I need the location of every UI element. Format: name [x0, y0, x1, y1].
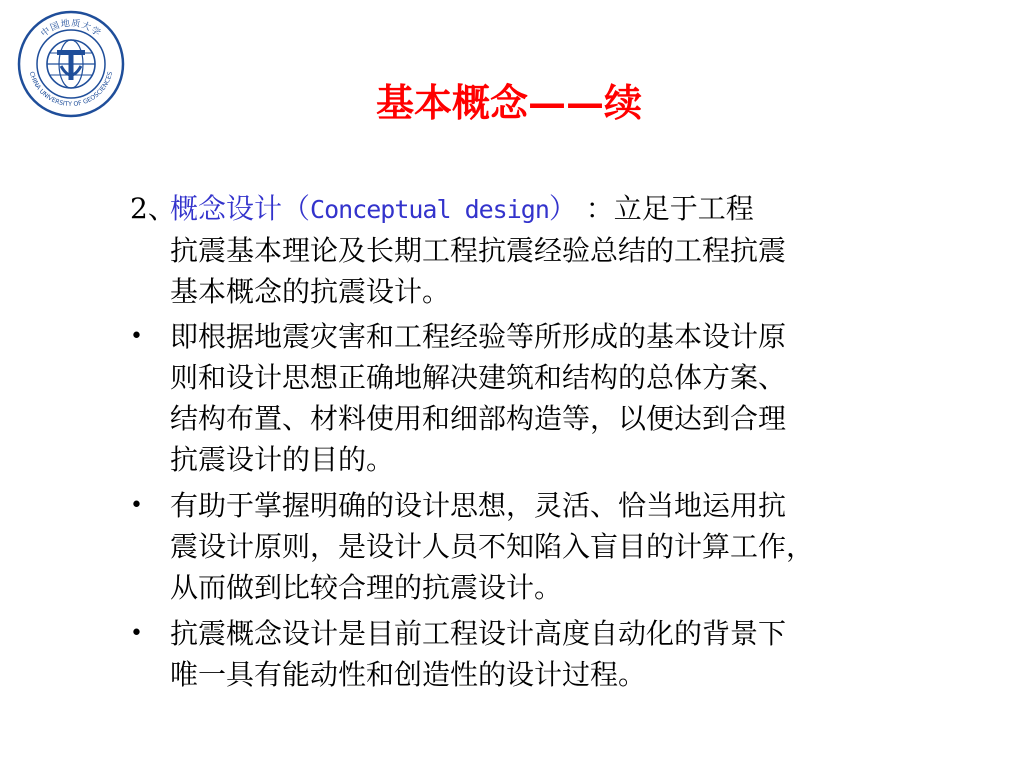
bullet-line: 则和设计思想正确地解决建筑和结构的总体方案、 [170, 361, 787, 394]
bullet-marker: • [130, 621, 143, 646]
definition-paragraph [130, 188, 950, 312]
slide-body [130, 188, 950, 700]
bullet-line: 即根据地震灾害和工程经验等所形成的基本设计原 [170, 320, 787, 353]
definition-line-1-rest: ：立足于工程 [576, 192, 754, 225]
bullet-item [130, 613, 950, 695]
definition-line-3: 基本概念的抗震设计。 [170, 275, 451, 308]
bullet-line: 从而做到比较合理的抗震设计。 [170, 571, 563, 604]
logo-text-bottom: CHINA UNIVERSITY OF GEOSCIENCES [27, 70, 115, 109]
definition-line-1 [170, 188, 950, 230]
definition-number: 2、 [130, 192, 176, 225]
bullet-line: 抗震设计的目的。 [170, 443, 395, 476]
bullet-line: 抗震概念设计是目前工程设计高度自动化的背景下 [170, 617, 787, 650]
bullet-item [130, 485, 950, 608]
bullet-item [130, 316, 950, 480]
logo-text-top: 中国地质大学 [39, 18, 103, 40]
bullet-line: 唯一具有能动性和创造性的设计过程。 [170, 658, 647, 691]
term-chinese: 概念设计（ [170, 192, 311, 225]
bullet-line: 结构布置、材料使用和细部构造等，以便达到合理 [170, 402, 787, 435]
bullet-line: 有助于掌握明确的设计思想，灵活、恰当地运用抗 [170, 489, 787, 522]
bullet-line: 震设计原则，是设计人员不知陷入盲目的计算工作， [170, 530, 815, 563]
university-logo [17, 10, 125, 118]
term-close: ） [548, 192, 577, 225]
slide-title: 基本概念——续 [376, 80, 643, 125]
bullet-marker: • [130, 493, 143, 518]
term-english: Conceptual design [310, 195, 549, 224]
definition-line-2: 抗震基本理论及长期工程抗震经验总结的工程抗震 [170, 234, 787, 267]
bullet-marker: • [130, 324, 143, 349]
